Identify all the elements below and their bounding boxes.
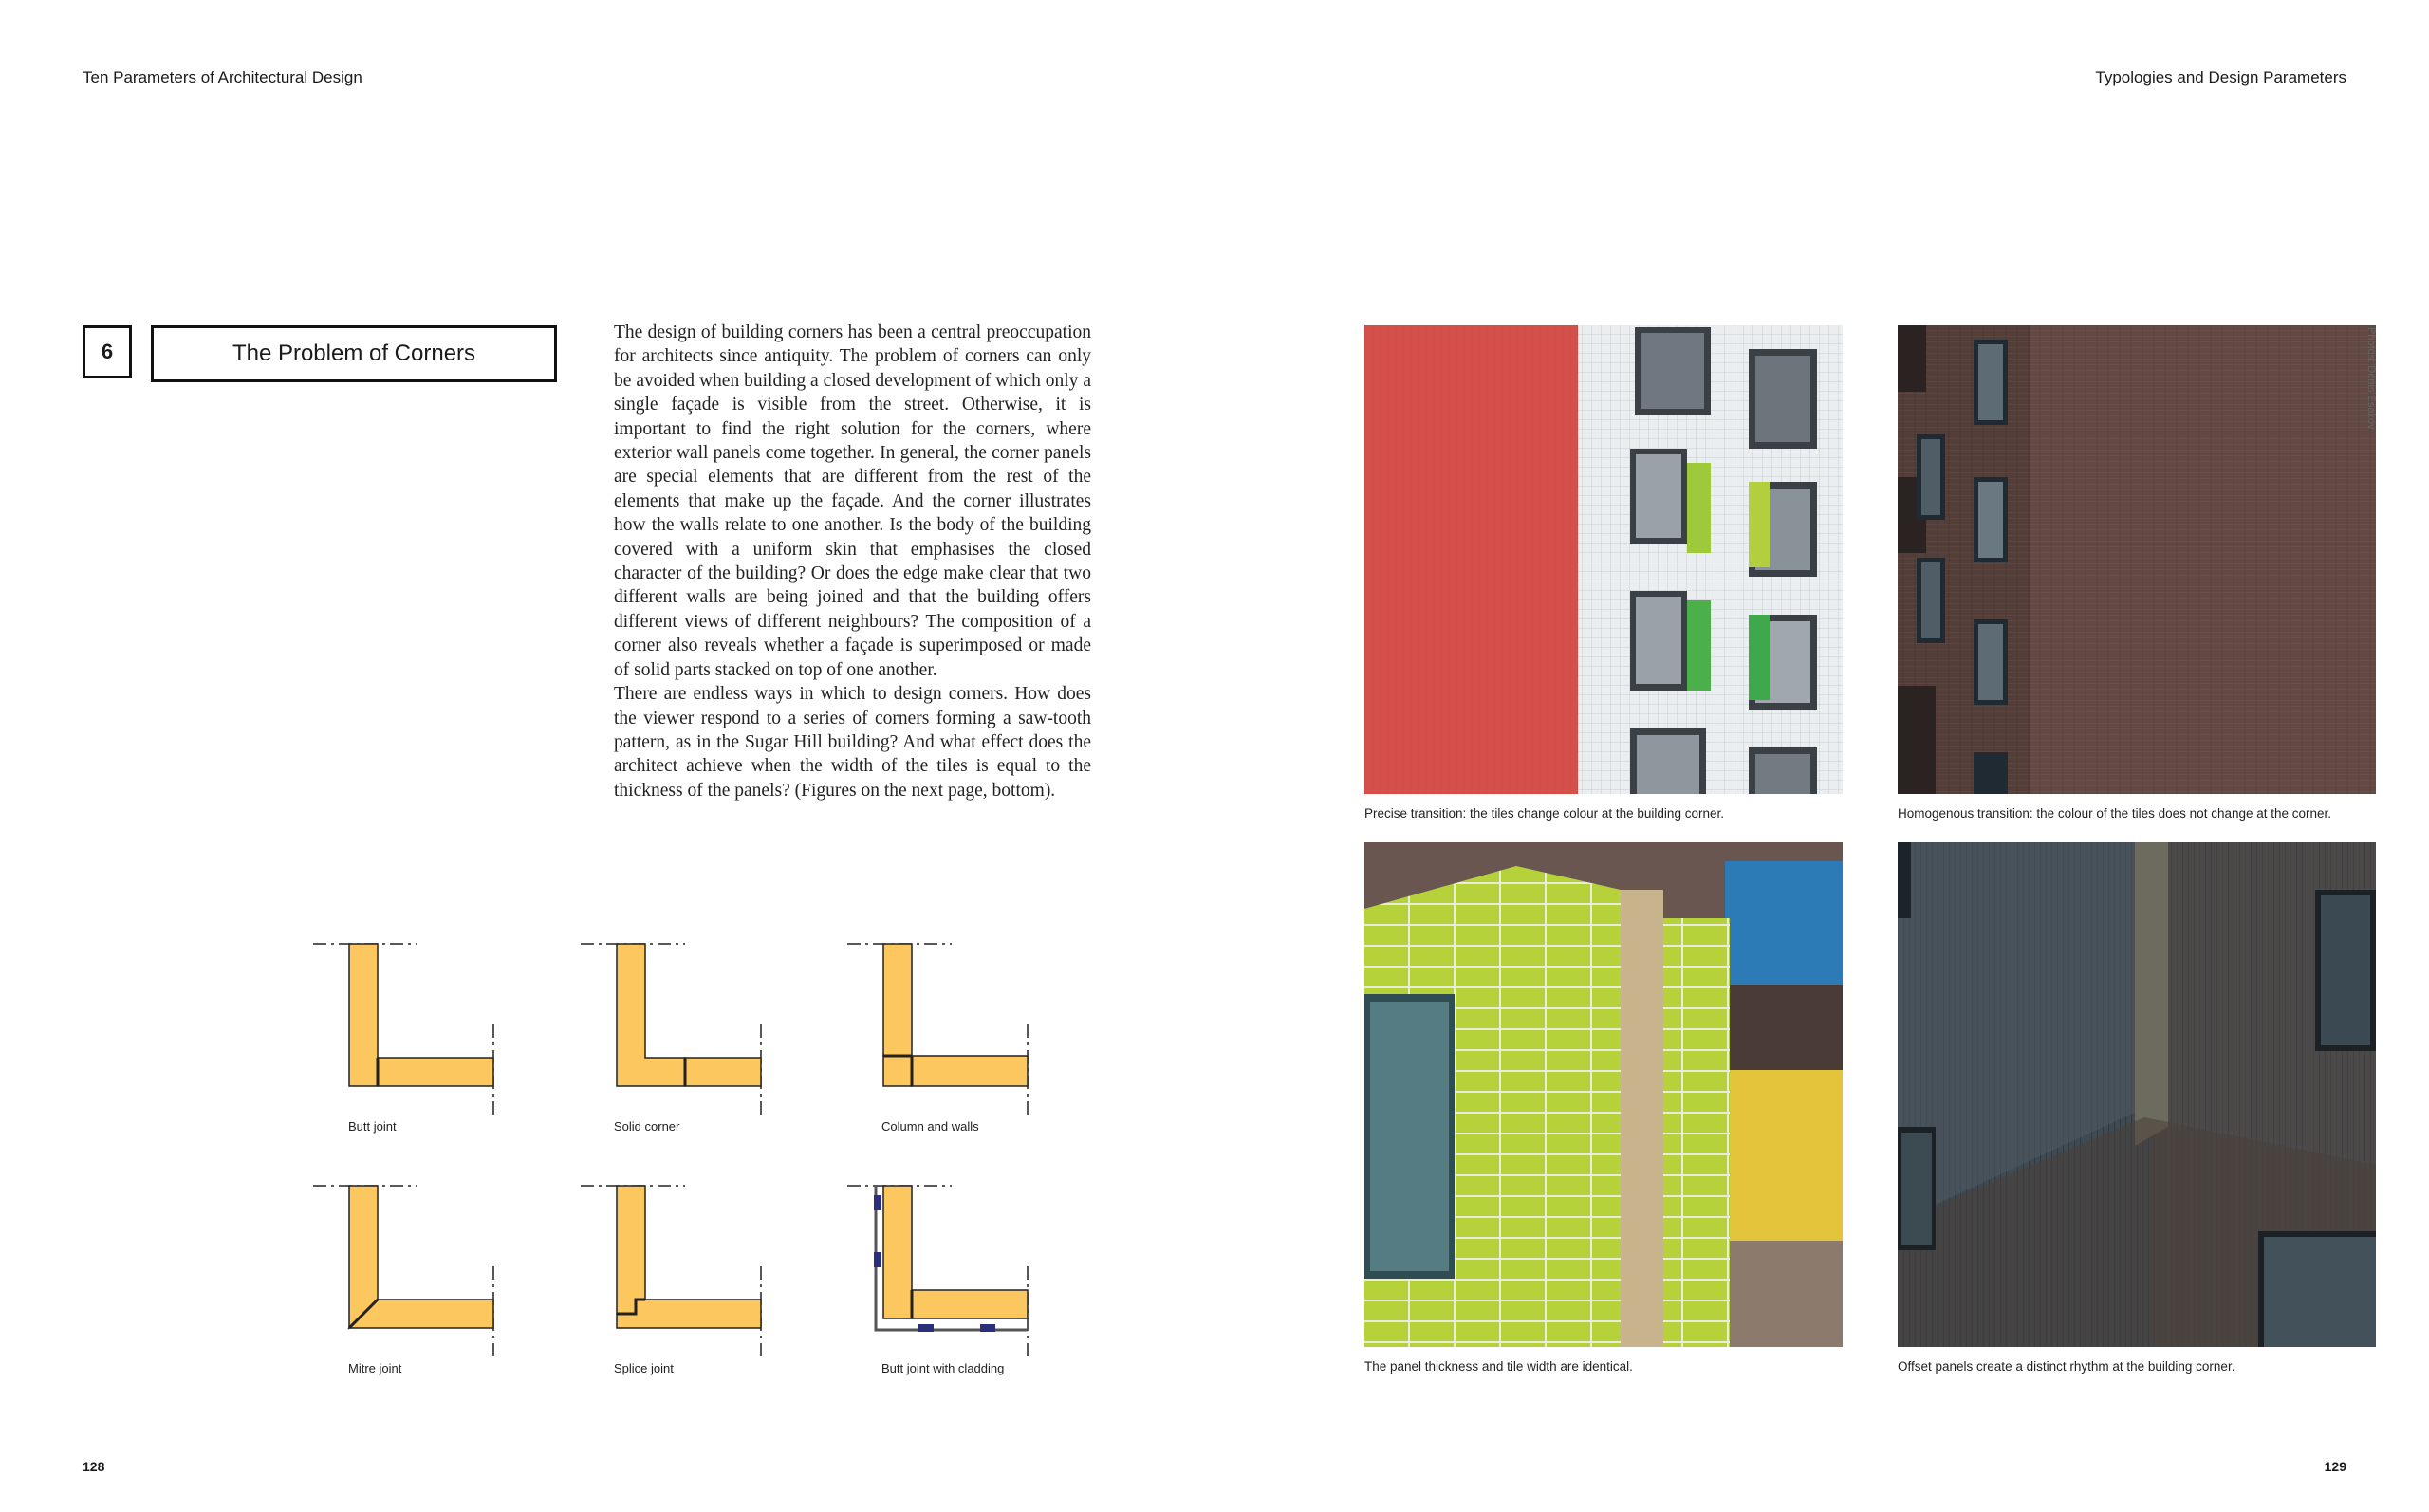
diagram-label-mitre-joint: Mitre joint [348,1361,402,1375]
chapter-title: The Problem of Corners [151,325,557,382]
diagram-label-splice-joint: Splice joint [614,1361,674,1375]
photo-caption-3: The panel thickness and tile width are identical. [1364,1359,1633,1374]
photo-credit: Photos: Denis Esakov [2365,327,2377,430]
body-paragraph-2: There are endless ways in which to design corners. How does the viewer respond to a series of corners forming a saw-tooth pattern, as in the Sugar Hill building? And what effect does the architect achieve when the width of the tiles is equal to the thickness of the panels? (Figures on the next page, bottom). [614,684,1091,801]
body-paragraph-1: The design of building corners has been a central preoccupation for architects since antiquity. The problem of corners can only be avoided when building a closed development of which only a single façade is visible from the street. Otherwise, it is important to find the right solution for the corners, where exterior wall panels come together. In general, the corner panels are special elements that are different from the rest of the elements that make up the façade. And the corner illustrates how the walls relate to one another. Is the body of the building covered with a uniform skin that emphasises the closed character of the building? Or does the edge make clear that two different walls are being joined and that the building offers different views of different neighbours? The composition of a corner also reveals whether a façade is superimposed or made of solid parts stacked on top of one another. [614,323,1091,680]
diagram-column-and-walls [847,934,1037,1124]
photo-panel-thickness [1364,842,1843,1347]
diagram-solid-corner [581,934,770,1124]
diagram-butt-joint-with-cladding [847,1176,1037,1366]
photo-homogenous-transition [1898,325,2376,794]
body-text [614,321,1091,802]
photo-offset-panels [1898,842,2376,1347]
diagram-mitre-joint [313,1176,503,1366]
page-number-right: 129 [2324,1459,2346,1474]
chapter-number: 6 [83,325,132,378]
running-header-right: Typologies and Design Parameters [2095,68,2346,86]
photo-precise-transition [1364,325,1843,794]
photo-caption-2: Homogenous transition: the colour of the tiles does not change at the corner. [1898,806,2332,821]
diagram-label-solid-corner: Solid corner [614,1119,680,1134]
page-number-left: 128 [83,1459,105,1474]
diagram-label-butt-joint-with-cladding: Butt joint with cladding [881,1361,1005,1375]
photo-caption-1: Precise transition: the tiles change colour at the building corner. [1364,806,1724,821]
diagram-butt-joint [313,934,503,1124]
running-header-left: Ten Parameters of Architectural Design [83,68,362,86]
diagram-label-column-and-walls: Column and walls [881,1119,979,1134]
diagram-splice-joint [581,1176,770,1366]
photo-caption-4: Offset panels create a distinct rhythm at the building corner. [1898,1359,2235,1374]
diagram-label-butt-joint: Butt joint [348,1119,397,1134]
